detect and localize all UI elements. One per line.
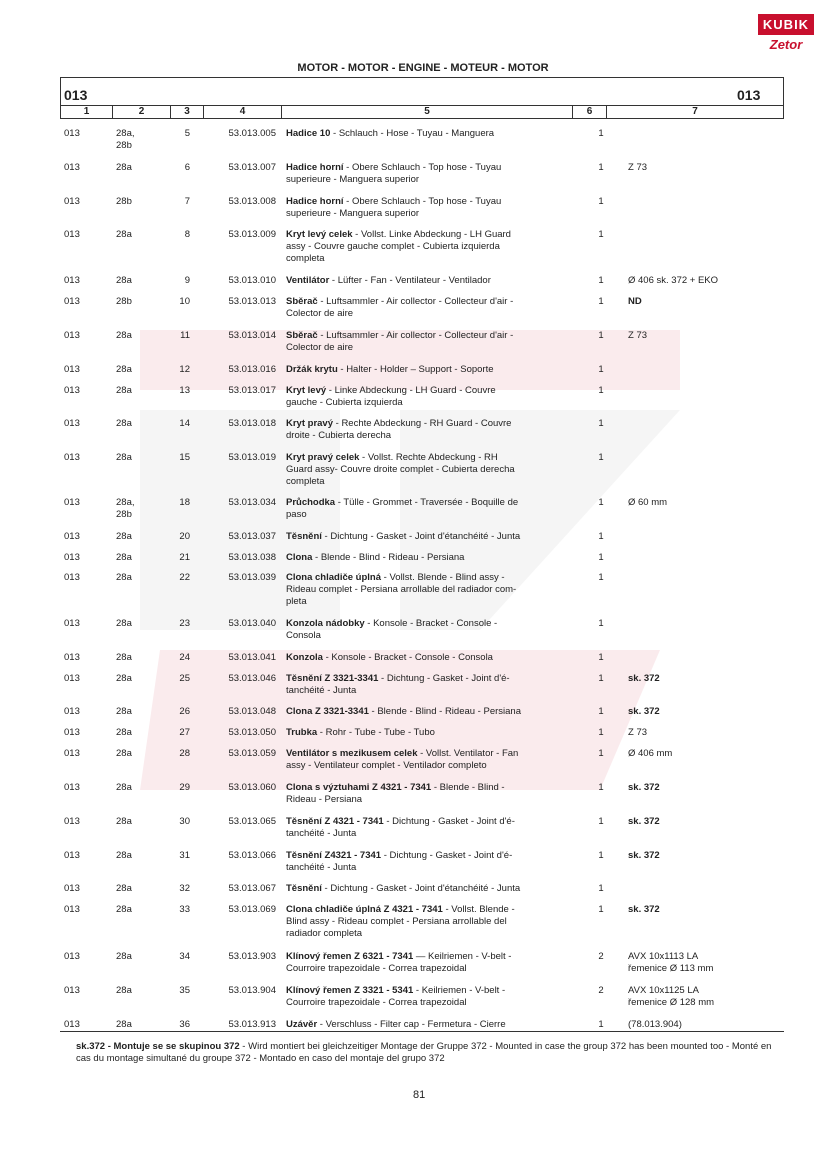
description-cell: Těsnění - Dichtung - Gasket - Joint d'étanchéité - Junta [286,883,521,894]
quantity-cell: 1 [598,385,604,396]
column-header-6: 6 [573,106,607,118]
position-cell: 5 [184,128,190,139]
description-cell: Držák krytu - Halter - Holder – Support - Soporte [286,364,494,375]
part-number-cell: 53.013.007 [228,162,276,173]
note-cell: sk. 372 [628,816,660,827]
figure-cell: 28a [116,330,132,341]
figure-cell: 28a [116,572,132,583]
position-cell: 24 [179,652,190,663]
part-name: Clona chladiče úplná Z 4321 - 7341 [286,904,443,915]
part-name: Uzávěr [286,1019,318,1030]
part-name: Ventilátor [286,275,330,286]
part-number-cell: 53.013.913 [228,1019,276,1030]
position-cell: 32 [179,883,190,894]
position-cell: 15 [179,452,190,463]
note-cell: Ø 406 mm [628,748,673,759]
part-name: Konzola nádobky [286,618,365,629]
part-number-cell: 53.013.066 [228,850,276,861]
figure-cell: 28a [116,748,132,759]
quantity-cell: 1 [598,1019,604,1030]
figure-cell: 28a [116,673,132,684]
part-name: Hadice horní [286,162,344,173]
position-cell: 29 [179,782,190,793]
description-cell: Uzávěr - Verschluss - Filter cap - Fermetura - Cierre [286,1019,506,1030]
part-name: Těsnění Z 4321 - 7341 [286,816,384,827]
quantity-cell: 2 [598,985,604,996]
position-cell: 31 [179,850,190,861]
group-cell: 013 [64,727,80,738]
position-cell: 22 [179,572,190,583]
part-number-cell: 53.013.904 [228,985,276,996]
quantity-cell: 1 [598,652,604,663]
part-number-cell: 53.013.039 [228,572,276,583]
part-name: Klínový řemen Z 3321 - 5341 [286,985,414,996]
figure-cell: 28a [116,364,132,375]
group-cell: 013 [64,904,80,915]
page-number: 81 [413,1089,426,1101]
description-cell: Clona Z 3321-3341 - Blende - Blind - Rideau - Persiana [286,706,521,717]
group-cell: 013 [64,330,80,341]
group-cell: 013 [64,229,80,240]
description-cell: Ventilátor s mezikusem celek - Vollst. Ventilator - Fan assy - Ventilateur complet - Ventilador completo [286,748,519,771]
part-number-cell: 53.013.040 [228,618,276,629]
figure-cell: 28a [116,452,132,463]
group-cell: 013 [64,275,80,286]
quantity-cell: 1 [598,816,604,827]
group-cell: 013 [64,572,80,583]
part-number-cell: 53.013.019 [228,452,276,463]
figure-cell: 28a [116,985,132,996]
position-cell: 7 [184,196,190,207]
description-cell: Kryt pravý - Rechte Abdeckung - RH Guard - Couvre droite - Cubierta derecha [286,418,512,441]
group-cell: 013 [64,985,80,996]
position-cell: 21 [179,552,190,563]
table-bottom-rule [60,1031,784,1032]
group-cell: 013 [64,531,80,542]
part-name: Hadice horní [286,196,344,207]
part-number-cell: 53.013.010 [228,275,276,286]
description-cell: Těsnění - Dichtung - Gasket - Joint d'étanchéité - Junta [286,531,521,542]
quantity-cell: 1 [598,330,604,341]
description-cell: Těsnění Z 3321-3341 - Dichtung - Gasket - Joint d'é- tanchéité - Junta [286,673,510,696]
position-cell: 10 [179,296,190,307]
description-cell: Clona s výztuhami Z 4321 - 7341 - Blende - Blind - Rideau - Persiana [286,782,505,805]
quantity-cell: 1 [598,673,604,684]
part-number-cell: 53.013.041 [228,652,276,663]
column-header-3: 3 [171,106,204,118]
quantity-cell: 1 [598,850,604,861]
quantity-cell: 1 [598,552,604,563]
figure-cell: 28a [116,951,132,962]
note-cell: Ø 406 sk. 372 + EKO [628,275,719,286]
figure-cell: 28a, 28b [116,128,135,151]
note-cell: sk. 372 [628,904,660,915]
description-cell: Ventilátor - Lüfter - Fan - Ventilateur - Ventilador [286,275,491,286]
quantity-cell: 1 [598,229,604,240]
part-number-cell: 53.013.038 [228,552,276,563]
note-cell: AVX 10x1113 LA řemenice Ø 113 mm [628,951,714,974]
description-cell: Sběrač - Luftsammler - Air collector - Collecteur d'air - Colector de aire [286,296,514,319]
description-cell: Konzola - Konsole - Bracket - Console - Consola [286,652,493,663]
group-cell: 013 [64,618,80,629]
part-name: Clona Z 3321-3341 [286,706,369,717]
footnote-bold: sk.372 - Montuje se se skupinou 372 [76,1041,240,1052]
figure-cell: 28a [116,782,132,793]
part-number-cell: 53.013.014 [228,330,276,341]
part-number-cell: 53.013.903 [228,951,276,962]
group-cell: 013 [64,364,80,375]
figure-cell: 28a [116,850,132,861]
quantity-cell: 1 [598,128,604,139]
position-cell: 8 [184,229,190,240]
quantity-cell: 2 [598,951,604,962]
part-name: Těsnění Z 3321-3341 [286,673,379,684]
part-name: Ventilátor s mezikusem celek [286,748,418,759]
part-name: Trubka [286,727,318,738]
position-cell: 33 [179,904,190,915]
description-cell: Trubka - Rohr - Tube - Tube - Tubo [286,727,435,738]
position-cell: 26 [179,706,190,717]
part-name: Hadice 10 [286,128,331,139]
position-cell: 30 [179,816,190,827]
position-cell: 23 [179,618,190,629]
quantity-cell: 1 [598,196,604,207]
group-cell: 013 [64,385,80,396]
figure-cell: 28a [116,816,132,827]
quantity-cell: 1 [598,618,604,629]
note-cell: Ø 60 mm [628,497,668,508]
part-name: Těsnění [286,883,322,894]
group-cell: 013 [64,552,80,563]
figure-cell: 28a [116,275,132,286]
note-cell: AVX 10x1125 LA řemenice Ø 128 mm [628,985,715,1008]
figure-cell: 28b [116,296,132,307]
position-cell: 25 [179,673,190,684]
part-name: Kryt pravý [286,418,333,429]
group-cell: 013 [64,128,80,139]
description-cell: Průchodka - Tülle - Grommet - Traversée - Boquille de paso [286,497,519,520]
part-name: Klínový řemen Z 6321 - 7341 [286,951,414,962]
description-cell: Hadice 10 - Schlauch - Hose - Tuyau - Manguera [286,128,495,139]
note-cell: sk. 372 [628,673,660,684]
column-header-1: 1 [61,106,113,118]
description-cell: Těsnění Z4321 - 7341 - Dichtung - Gasket - Joint d'é- tanchéité - Junta [286,850,513,873]
part-name: Těsnění [286,531,322,542]
note-cell: sk. 372 [628,850,660,861]
part-number-cell: 53.013.037 [228,531,276,542]
column-header-row [60,105,784,119]
figure-cell: 28a [116,652,132,663]
part-number-cell: 53.013.017 [228,385,276,396]
description-cell: Klínový řemen Z 6321 - 7341 — Keilriemen - V-belt - Courroire trapezoidale - Correa trapezoidal [286,951,512,974]
figure-cell: 28a [116,706,132,717]
part-number-cell: 53.013.065 [228,816,276,827]
part-number-cell: 53.013.016 [228,364,276,375]
quantity-cell: 1 [598,452,604,463]
note-cell: ND [628,296,642,307]
part-number-cell: 53.013.008 [228,196,276,207]
description-cell: Klínový řemen Z 3321 - 5341 - Keilriemen - V-belt - Courroire trapezoidale - Correa trapezoidal [286,985,506,1008]
group-cell: 013 [64,497,80,508]
group-cell: 013 [64,452,80,463]
quantity-cell: 1 [598,418,604,429]
position-cell: 6 [184,162,190,173]
part-number-cell: 53.013.009 [228,229,276,240]
position-cell: 28 [179,748,190,759]
quantity-cell: 1 [598,748,604,759]
figure-cell: 28a [116,727,132,738]
group-cell: 013 [64,850,80,861]
column-header-7: 7 [692,106,698,117]
brand-logo [758,14,814,52]
position-cell: 34 [179,951,190,962]
group-cell: 013 [64,951,80,962]
quantity-cell: 1 [598,782,604,793]
kubik-logo-text: KUBIK [758,14,814,35]
quantity-cell: 1 [598,904,604,915]
zetor-logo-text: Zetor [769,37,803,52]
group-cell: 013 [64,748,80,759]
description-cell: Těsnění Z 4321 - 7341 - Dichtung - Gasket - Joint d'é- tanchéité - Junta [286,816,515,839]
part-name: Clona [286,552,313,563]
quantity-cell: 1 [598,531,604,542]
position-cell: 27 [179,727,190,738]
quantity-cell: 1 [598,572,604,583]
page-title: MOTOR - MOTOR - ENGINE - MOTEUR - MOTOR [297,62,549,74]
part-name: Držák krytu [286,364,338,375]
part-number-cell: 53.013.060 [228,782,276,793]
description-cell: Kryt levý celek - Vollst. Linke Abdeckung - LH Guard assy - Couvre gauche complet - Cubierta izquierda completa [286,229,511,264]
description-cell: Kryt pravý celek - Vollst. Rechte Abdeckung - RH Guard assy- Couvre droite complet - Cubierta derecha completa [286,452,515,487]
part-name: Sběrač [286,296,318,307]
figure-cell: 28a [116,385,132,396]
group-cell: 013 [64,196,80,207]
description-cell: Kryt levý - Linke Abdeckung - LH Guard - Couvre gauche - Cubierta izquierda [286,385,496,408]
description-cell: Hadice horní - Obere Schlauch - Top hose - Tuyau superieure - Manguera superior [286,162,502,185]
group-number-right: 013 [737,87,761,103]
part-name: Clona s výztuhami Z 4321 - 7341 [286,782,432,793]
note-cell: Z 73 [628,727,648,738]
group-cell: 013 [64,652,80,663]
part-number-cell: 53.013.034 [228,497,276,508]
footnote [76,1041,786,1065]
description-cell: Clona - Blende - Blind - Rideau - Persiana [286,552,465,563]
description-cell: Konzola nádobky - Konsole - Bracket - Console - Consola [286,618,498,641]
figure-cell: 28a [116,904,132,915]
group-cell: 013 [64,706,80,717]
part-number-cell: 53.013.050 [228,727,276,738]
part-number-cell: 53.013.046 [228,673,276,684]
group-cell: 013 [64,418,80,429]
part-name: Průchodka [286,497,336,508]
figure-cell: 28a [116,531,132,542]
position-cell: 20 [179,531,190,542]
quantity-cell: 1 [598,497,604,508]
group-cell: 013 [64,162,80,173]
position-cell: 11 [180,330,190,341]
position-cell: 35 [179,985,190,996]
position-cell: 12 [179,364,190,375]
part-number-cell: 53.013.013 [228,296,276,307]
group-header-frame [60,77,784,106]
part-number-cell: 53.013.069 [228,904,276,915]
part-number-cell: 53.013.005 [228,128,276,139]
figure-cell: 28a [116,229,132,240]
note-cell: sk. 372 [628,782,660,793]
note-cell: Z 73 [628,330,648,341]
part-name: Konzola [286,652,323,663]
column-header-4: 4 [204,106,282,118]
position-cell: 13 [179,385,190,396]
group-cell: 013 [64,296,80,307]
quantity-cell: 1 [598,364,604,375]
description-cell: Clona chladiče úplná - Vollst. Blende - Blind assy - Rideau complet - Persiana arrollable del radiador com- pleta [286,572,517,607]
group-cell: 013 [64,816,80,827]
figure-cell: 28b [116,196,132,207]
group-cell: 013 [64,1019,80,1030]
position-cell: 14 [179,418,190,429]
group-cell: 013 [64,782,80,793]
description-cell: Sběrač - Luftsammler - Air collector - Collecteur d'air - Colector de aire [286,330,514,353]
quantity-cell: 1 [598,162,604,173]
part-number-cell: 53.013.048 [228,706,276,717]
position-cell: 9 [184,275,190,286]
note-cell: Z 73 [628,162,648,173]
figure-cell: 28a [116,1019,132,1030]
part-name: Kryt levý [286,385,327,396]
figure-cell: 28a [116,162,132,173]
group-number-left: 013 [64,87,88,103]
description-cell: Hadice horní - Obere Schlauch - Top hose - Tuyau superieure - Manguera superior [286,196,502,219]
column-header-5: 5 [282,106,573,118]
quantity-cell: 1 [598,727,604,738]
part-number-cell: 53.013.059 [228,748,276,759]
footnote-text: - Wird montiert bei gleichzeitiger Montage der Gruppe 372 - Mounted in case the group 372 has been mounted too - Monté en cas du montage simultané du groupe 372 - Montado en caso del montaje del grupo 372 [76,1041,772,1064]
part-number-cell: 53.013.018 [228,418,276,429]
column-header-2: 2 [113,106,171,118]
figure-cell: 28a [116,883,132,894]
quantity-cell: 1 [598,883,604,894]
figure-cell: 28a, 28b [116,497,135,520]
description-cell: Clona chladiče úplná Z 4321 - 7341 - Vollst. Blende - Blind assy - Rideau complet - Persiana arrollable del radiador completa [286,904,515,939]
part-name: Těsnění Z4321 - 7341 [286,850,382,861]
figure-cell: 28a [116,418,132,429]
part-name: Sběrač [286,330,318,341]
note-cell: sk. 372 [628,706,660,717]
part-name: Clona chladiče úplná [286,572,382,583]
figure-cell: 28a [116,552,132,563]
position-cell: 18 [179,497,190,508]
part-number-cell: 53.013.067 [228,883,276,894]
quantity-cell: 1 [598,296,604,307]
figure-cell: 28a [116,618,132,629]
group-cell: 013 [64,883,80,894]
part-name: Kryt levý celek [286,229,353,240]
group-cell: 013 [64,673,80,684]
note-cell: (78.013.904) [628,1019,682,1030]
quantity-cell: 1 [598,275,604,286]
position-cell: 36 [179,1019,190,1030]
part-name: Kryt pravý celek [286,452,360,463]
quantity-cell: 1 [598,706,604,717]
